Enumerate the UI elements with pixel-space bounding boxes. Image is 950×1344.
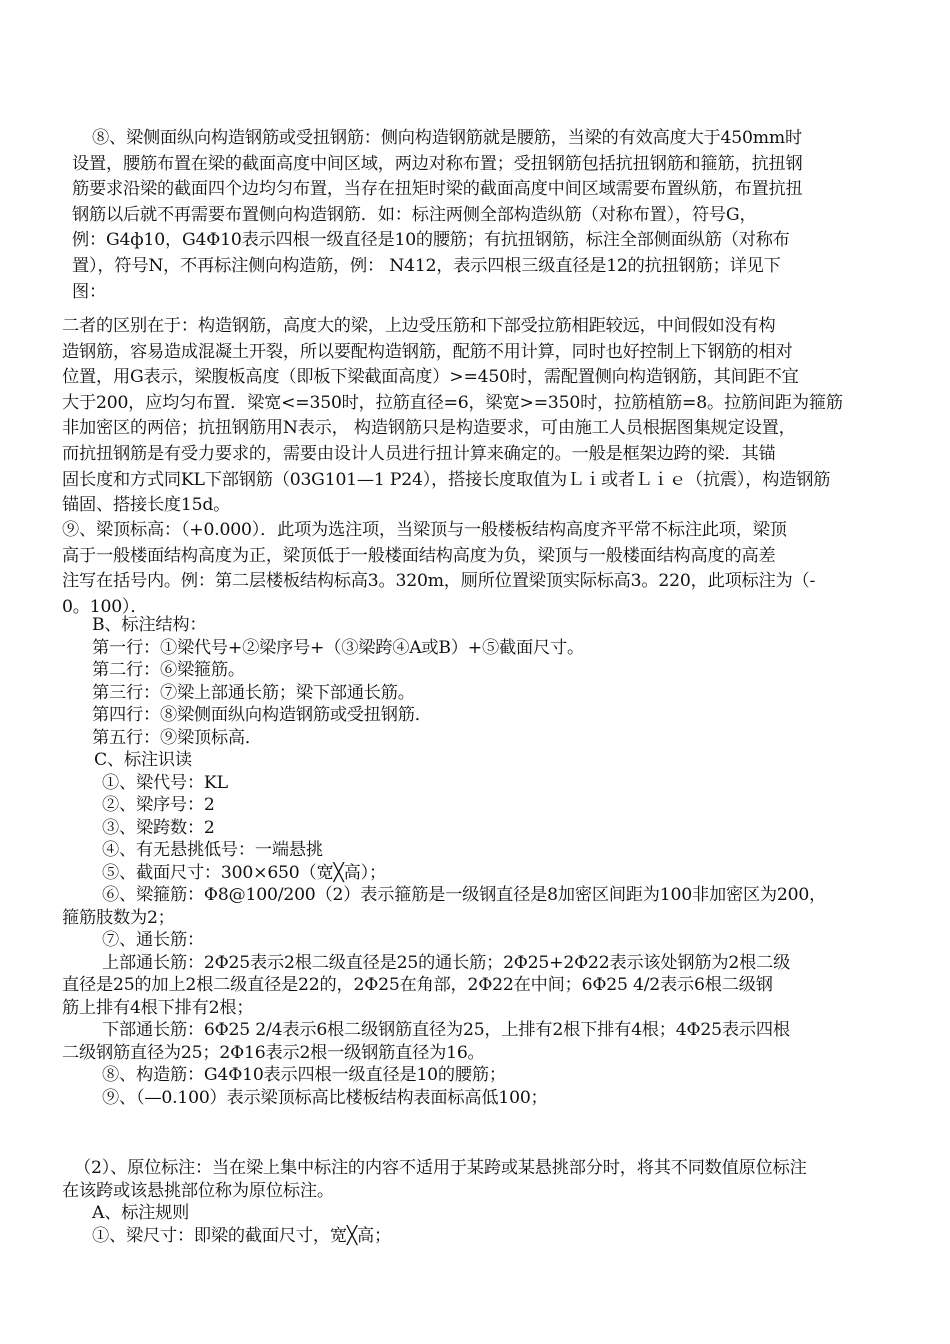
text-line: 例：G4ф10，G4Φ10表示四根一级直径是10的腰筋；有抗扭钢筋，标注全部侧面纵筋（对称布	[72, 230, 790, 251]
section-8-paragraph	[72, 126, 802, 305]
text-line: 位置，用G表示，梁腹板高度（即板下梁截面高度）>=450时，需配置侧向构造钢筋，其间距不宜	[62, 367, 799, 388]
section-9-paragraph	[62, 518, 815, 620]
text-line: ⑧、梁侧面纵向构造钢筋或受扭钢筋：侧向构造钢筋就是腰筋，当梁的有效高度大于450mm时	[92, 128, 802, 148]
section-c-reading	[62, 749, 826, 1109]
text-line: ⑦、通长筋：	[102, 930, 204, 950]
text-line: ⑨、梁顶标高：（+0.000）．此项为选注项，当梁顶与一般楼板结构高度齐平常不标注此项，梁顶	[62, 520, 787, 540]
text-line: ⑤、截面尺寸：300×650（宽╳高）；	[102, 862, 387, 883]
text-line: 上部通长筋：2Φ25表示2根二级直径是25的通长筋；2Φ25+2Φ22表示该处钢筋为2根二级	[102, 952, 791, 973]
text-line: ②、梁序号：2	[102, 795, 215, 815]
text-line: 下部通长筋：6Φ25 2/4表示6根二级钢筋直径为25，上排有2根下排有4根；4Φ25表示四根	[102, 1020, 790, 1040]
section-b-structure	[62, 614, 584, 749]
text-line: 固长度和方式同KL下部钢筋（03G101—1 P24），搭接长度取值为Ｌｉ或者Ｌｉｅ（抗震），构造钢筋	[62, 469, 831, 490]
text-line: 第二行：⑥梁箍筋。	[92, 660, 245, 680]
in-situ-annotation	[62, 1157, 807, 1247]
text-line: 注写在括号内。例：第二层楼板结构标高3。320m，厕所位置梁顶实际标高3。220，此项标注为（-	[62, 571, 816, 592]
text-line: ⑧、构造筋：G4Φ10表示四根一级直径是10的腰筋；	[102, 1065, 506, 1085]
text-line: （2）、原位标注：当在梁上集中标注的内容不适用于某跨或某悬挑部分时，将其不同数值原位标注	[74, 1158, 807, 1178]
text-line: 第五行：⑨梁顶标高．	[92, 727, 262, 748]
text-line: 0。100）．	[62, 596, 148, 617]
text-line: ⑨、（—0.100）表示梁顶标高比楼板结构表面标高低100；	[102, 1087, 548, 1108]
text-line: 第四行：⑧梁侧面纵向构造钢筋或受扭钢筋．	[92, 705, 432, 725]
text-line: 第一行：①梁代号+②梁序号+（③梁跨④A或B）+⑤截面尺寸。	[92, 637, 584, 658]
text-line: 而抗扭钢筋是有受力要求的，需要由设计人员进行扭计算来确定的。一般是框架边跨的梁．其锚	[62, 443, 776, 464]
text-line: 第三行：⑦梁上部通长筋；梁下部通长筋。	[92, 682, 415, 703]
text-line: 置），符号N，不再标注侧向构造筋，例： N412，表示四根三级直径是12的抗扭钢筋；详见下	[72, 255, 781, 276]
difference-paragraph	[62, 314, 843, 519]
text-line: ①、梁代号：KL	[102, 772, 228, 793]
text-line: 高于一般楼面结构高度为正，梁顶低于一般楼面结构高度为负，梁顶与一般楼面结构高度的高差	[62, 545, 776, 566]
text-line: 钢筋以后就不再需要布置侧向构造钢筋．如：标注两侧全部构造纵筋（对称布置），符号G，	[72, 204, 757, 225]
text-line: 造钢筋，容易造成混凝土开裂，所以要配构造钢筋，配筋不用计算，同时也好控制上下钢筋的相对	[62, 341, 793, 362]
text-line: 直径是25的加上2根二级直径是22的，2Φ25在角部，2Φ22在中间；6Φ25 4/2表示6根二级钢	[62, 975, 773, 995]
text-line: ③、梁跨数：2	[102, 817, 215, 838]
text-line: 箍筋肢数为2；	[62, 907, 175, 928]
text-line: 设置，腰筋布置在梁的截面高度中间区域，两边对称布置；受扭钢筋包括抗扭钢筋和箍筋，抗扭钢	[72, 153, 803, 174]
text-line: 二者的区别在于：构造钢筋，高度大的梁，上边受压筋和下部受拉筋相距较远，中间假如没有构	[62, 316, 776, 336]
text-line: 大于200，应均匀布置．梁宽<=350时，拉筋直径=6，梁宽>=350时，拉筋植筋=8。拉筋间距为箍筋	[62, 392, 843, 413]
section-heading: B、标注结构：	[92, 615, 207, 635]
text-line: 筋要求沿梁的截面四个边均匀布置，当存在扭矩时梁的截面高度中间区域需要布置纵筋，布置抗扭	[72, 179, 803, 200]
text-line: ⑥、梁箍筋：Φ8@100/200（2）表示箍筋是一级钢直径是8加密区间距为100非加密区为200，	[102, 885, 827, 905]
text-line: 图：	[72, 281, 106, 302]
text-line: 锚固、搭接长度15d。	[62, 495, 231, 516]
text-line: 在该跨或该悬挑部位称为原位标注。	[62, 1180, 334, 1201]
text-line: ①、梁尺寸：即梁的截面尺寸，宽╳高；	[92, 1225, 391, 1246]
text-line: 非加密区的两倍；抗扭钢筋用N表示， 构造钢筋只是构造要求，可由施工人员根据图集规定设置，	[62, 418, 796, 439]
text-line: 二级钢筋直径为25；2Φ16表示2根一级钢筋直径为16。	[62, 1042, 485, 1063]
section-heading: C、标注识读	[94, 750, 192, 770]
text-line: 筋上排有4根下排有2根；	[62, 997, 254, 1018]
section-heading: A、标注规则	[92, 1203, 190, 1223]
text-line: ④、有无悬挑低号：一端悬挑	[102, 840, 323, 860]
